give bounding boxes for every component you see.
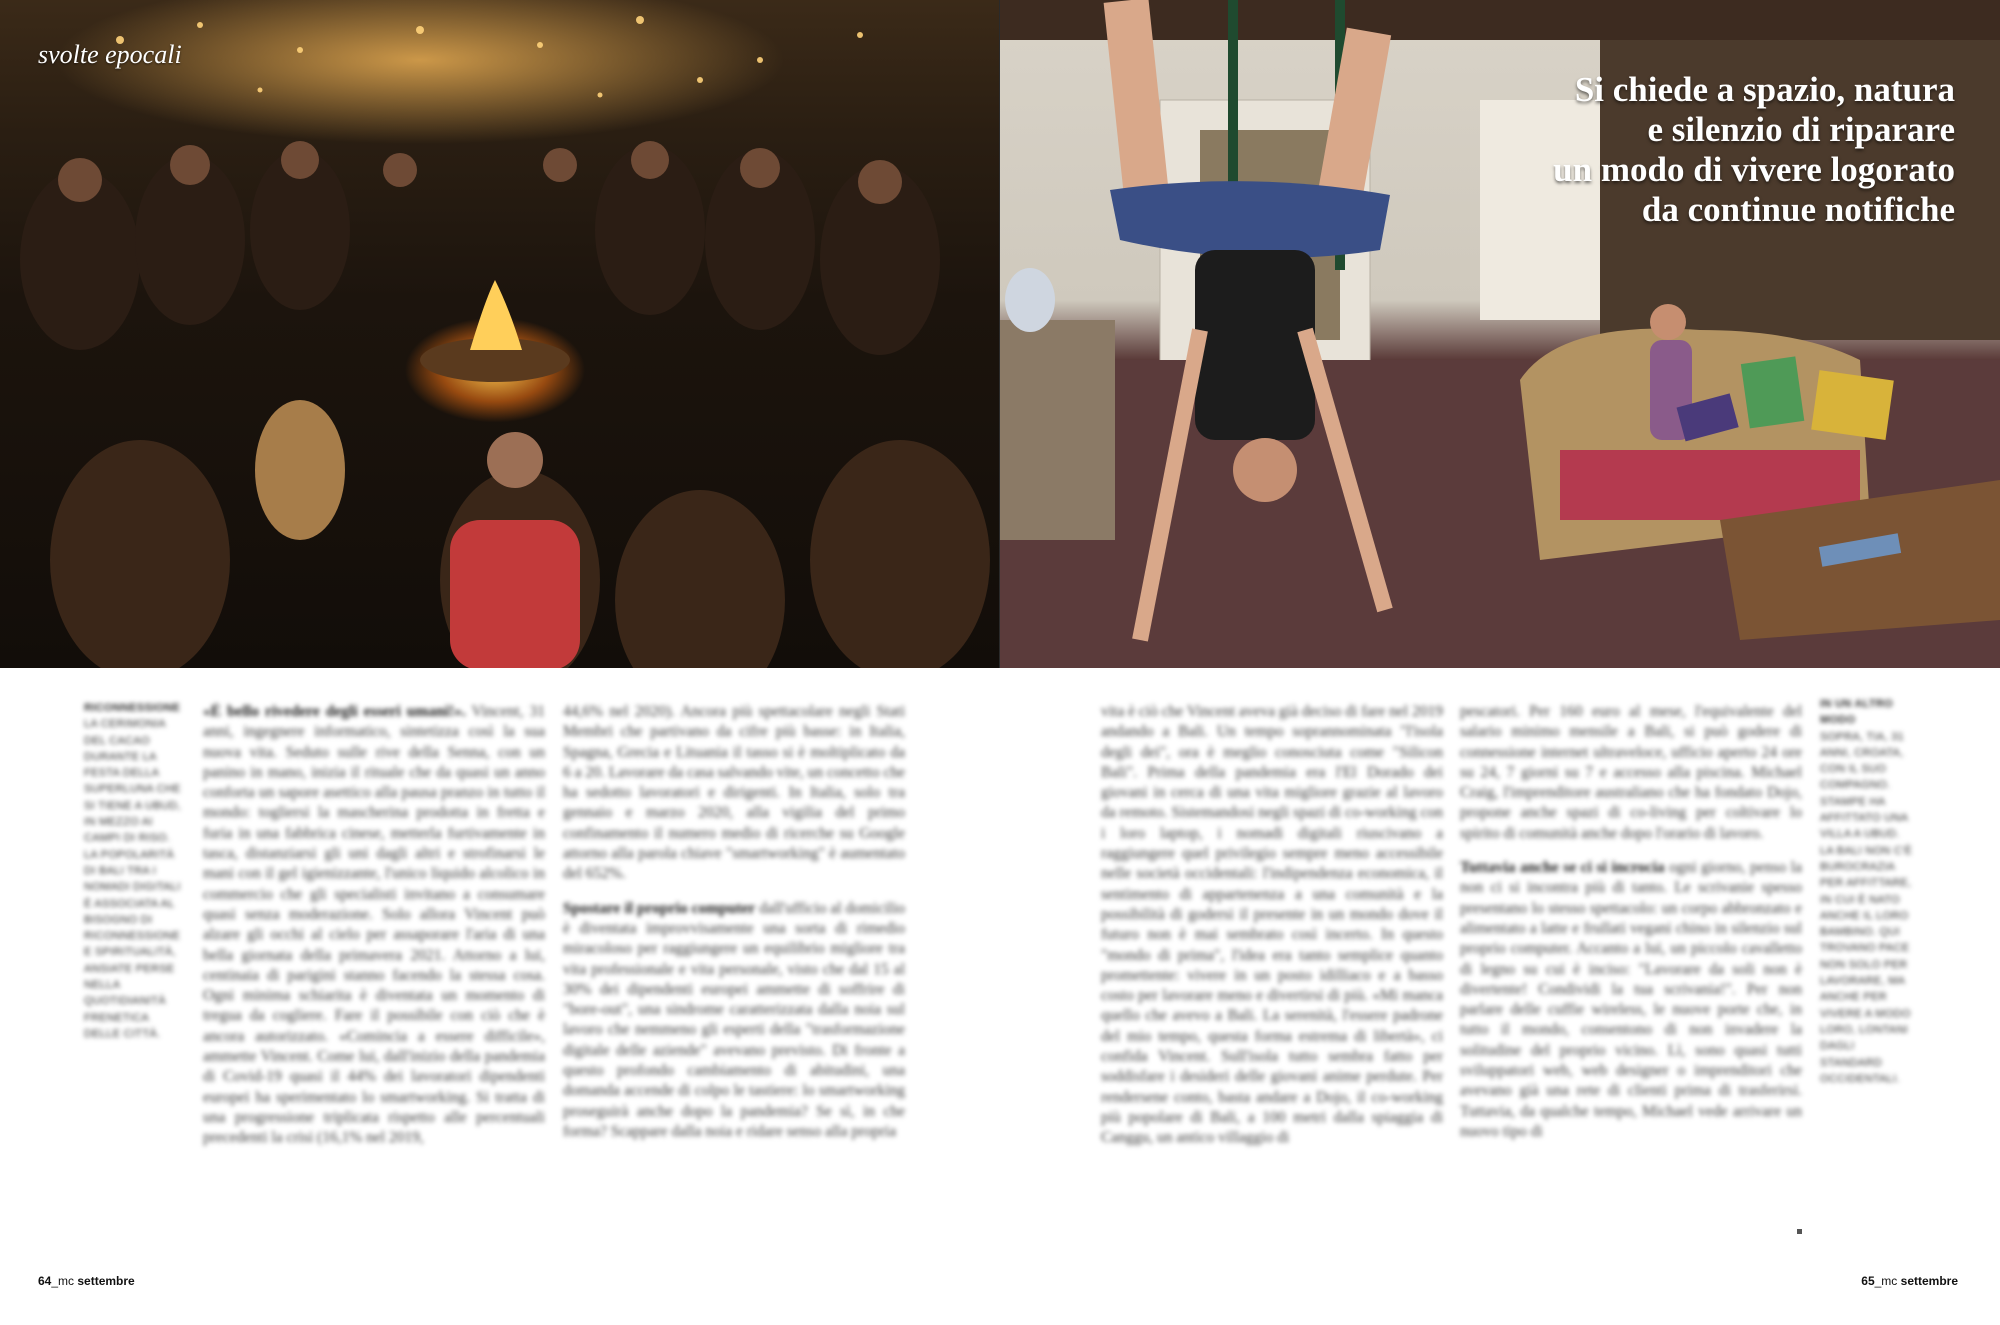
folio-left <box>38 1274 135 1288</box>
body-text: pescatori. Per 160 euro al mese, l'equivalente del salario minimo mensile a Bali, si può godere di connessione internet ultraveloce, ufficio aperto 24 ore su 24, 7 giorni su 7 e accesso alla piscina. Michael Craig, l'imprenditore australiano che ha fondato Dojo, propone anche spazi di co-living per coltivare lo spirito di comunità anche dopo l'orario di lavoro. <box>1460 703 1802 842</box>
article-column-4 <box>1460 702 1802 1142</box>
headline-line-1: Si chiede a spazio, natura <box>1574 70 1955 109</box>
wooden-cabinet <box>1000 320 1115 540</box>
photo-caption-right <box>1820 696 1916 1087</box>
headline-line-2: e silenzio di riparare <box>1647 110 1955 149</box>
crowd-illustration <box>0 0 1000 668</box>
issue-month: settembre <box>1900 1274 1958 1288</box>
photo-caption-left <box>84 700 184 1042</box>
headline-line-3: un modo di vivere logorato <box>1553 150 1955 189</box>
article-lead: «È bello rivedere degli esseri umani!». <box>203 703 466 720</box>
caption-label: RICONNESSIONE <box>84 702 181 714</box>
subhead: Spostare il proprio computer <box>563 899 756 917</box>
folio-right <box>1861 1274 1958 1288</box>
caption-label: IN UN ALTRO MODO <box>1820 698 1893 727</box>
fire-flame <box>470 280 522 350</box>
body-text: Vincent, 31 anni, ingegnere informatico, sintetizza così la sua nuova vita. Seduto sulle rive della Senna, con un panino in mano, inizia il rituale che da quasi un anno conforta un sapore asettico alla pausa pranzo in tutto il mondo: togliersi la mascherina prodotta in fretta e furia in una fabbrica cinese, metterla furtivamente in tasca, distanziarsi gli uni dagli altri e strofinarsi le mani con il gel igienizzante, l'unico liquido alcolico in commercio che gli specialisti invitano a consumare quasi senza moderazione. Solo allora Vincent può alzare gli occhi al cielo per assaporare l'aria di una bella giornata della primavera 2021. Attorno a lui, centinaia di parigini stanno facendo la stessa cosa. Ogni minima schiarita è diventata un momento di tregua da cogliere. Fare il possibile con ciò che è ancora autorizzato. «Comincia a essere difficile», ammette Vincent. Come lui, dall'inizio della pandemia di Covid-19 quasi il 44% dei lavoratori dipendenti europei ha sperimentato lo smartworking. Si tratta di una progressione triplicata rispetto alle percentuali precedenti la crisi (16,1% nel 2019, <box>203 703 545 1147</box>
issue-month: settembre <box>77 1274 135 1288</box>
section-kicker: svolte epocali <box>38 40 182 69</box>
magazine-tag: _mc <box>1874 1274 1898 1288</box>
magazine-tag: _mc <box>51 1274 75 1288</box>
photo-cacao-ceremony <box>0 0 1000 668</box>
headline-line-4: da continue notifiche <box>1641 190 1955 229</box>
headline <box>1435 70 1955 230</box>
body-text: dall'ufficio al domicilio è diventata improvvisamente una sorta di rimedio miracoloso per raggiungere un equilibrio migliore tra vita professionale e vita personale, visto che dal 15 al 30% dei dipendenti europei ammette di soffrire di "bore-out", una sindrome caratterizzata dalla noia sul lavoro che nemmeno gli esperti della "trasformazione digitale delle aziende" avevano previsto. Di fronte a questo profondo cambiamento di abitudini, una domanda accende di colpo le tastiere: lo smartworking proseguirà anche dopo la pandemia? Se sì, in che forma? Scappare dalla noia e ridare senso alla propria <box>563 899 906 1140</box>
red-shirt-figure <box>450 520 580 668</box>
photo-villa-interior <box>1000 0 2000 668</box>
continue-mark <box>1797 1229 1802 1234</box>
body-text: 44,6% nel 2020). Ancora più spettacolare negli Stati Membri che partivano da cifre più basse: in Italia, Spagna, Grecia e Lituania il tasso si è moltiplicato da 6 a 20. Lavorare da casa salvando vite, un concetto che ha sedotto lavoratori e dirigenti. In Italia, solo tra gennaio e marzo 2020, alla vigilia del primo confinamento il numero medio di ricerche su Google attorno alla parola chiave "smartworking" è aumentato del 652%. <box>563 703 905 883</box>
article-column-1 <box>203 702 545 1149</box>
article-column-3 <box>1101 702 1443 1149</box>
body-text: ogni giorno, penso la non ci si incontra più di tanto. Le scrivanie spesso presentano lo stesso spettacolo: un corpo abbronzato e alimentato a latte e frullati vegani chino in silenzio sul proprio computer. Accanto a lui, un piccolo cavalletto di legno su cui è inciso: "Lavorare da soli non è divertente! Condividi la tua scrivania!". Per non parlare delle cuffie wireless, le nuove porte che, in tutto il mondo, consentono di non invadere la solitudine del proprio vicino. Lì, sono quasi tutti sviluppatori web, web designer o imprenditori che avevano già una rete di clienti prima di trasferirsi. Tuttavia, da qualche tempo, Michael vede arrivare un nuovo tipo di <box>1460 859 1802 1140</box>
article-column-2 <box>563 702 905 1142</box>
patterned-shorts <box>1110 181 1390 258</box>
caption-text: LA CERIMONIA DEL CACAO DURANTE LA FESTA DELLA SUPERLUNA CHE SI TIENE A UBUD, IN MEZZO AI CAMPI DI RISO. LA POPOLARITÀ DI BALI TRA I NOMADI DIGITALI È ASSOCIATA AL BISOGNO DI RICONNESSIONE E SPIRITUALITÀ, ANSIATE PERSE NELLA QUOTIDIANITÀ FRENETICA DELLE CITTÀ. <box>84 718 181 1040</box>
caption-text: SOPRA, TIA, 31 ANNI, CROATA, CON IL SUO COMPAGNO. STAMPE HA AFFITTATO UNA VILLA A UBUD. LA BALI NON C'È BUROCRAZIA PER AFFITTARE, IN CUI È NATO ANCHE IL LORO BAMBINO. QUI TROVANO PACE NON SOLO PER LAVORARE, MA ANCHE PER VIVERE A MODO LORO, LONTANI DAGLI STANDARD OCCIDENTALI. <box>1820 730 1913 1085</box>
page-number: 64 <box>38 1274 52 1288</box>
black-tank-top <box>1195 250 1315 440</box>
page-number: 65 <box>1861 1274 1875 1288</box>
subhead: Tuttavia anche se ci si incrocia <box>1460 859 1665 877</box>
body-text: vita è ciò che Vincent aveva già deciso di fare nel 2019 andando a Bali. Un tempo soprannominata "l'isola degli dei", ora è meglio conosciuta come "Silicon Bali". Prima della pandemia era l'El Dorado dei giovani in cerca di una vita migliore grazie al lavoro da remoto. Sistemandosi negli spazi di co-working con i loro laptop, i nomadi digitali riuscivano a raggiungere quel privilegio sempre meno accessibile nelle società occidentali: l'indipendenza economica, il sentimento di appartenenza a una comunità e la possibilità di godersi il presente in un mondo dove il futuro non è mai sembrato così incerto. In questo "mondo di prima", l'idea era tanto semplice quanto promettente: vivere in un posto idilliaco e a basso costo per lavorare meno e divertirsi di più. «Mi manca quello che avevo a Bali. La serenità, l'essere padrone del mio tempo, questa forma estrema di libertà», ci confida Vincent. Sull'isola tutto sembra fatto per soddisfare i desideri delle giovani anime perdute. Per rendersene conto, basta andare a Dojo, il co-working più popolare di Bali, a 100 metri dalla spiaggia di Canggu, un antico villaggio di <box>1101 703 1443 1147</box>
